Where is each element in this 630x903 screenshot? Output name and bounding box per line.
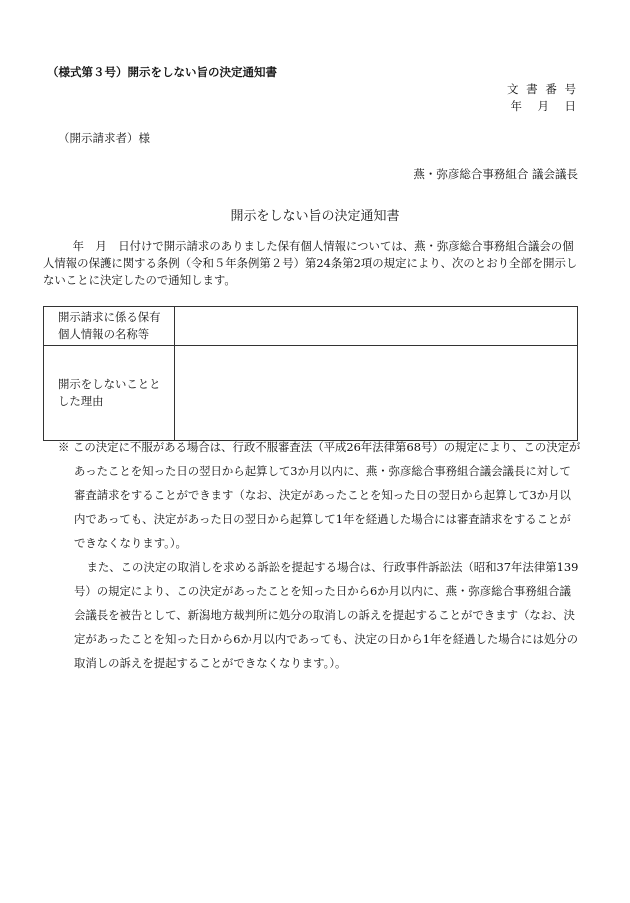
table-row (44, 307, 578, 346)
date-label: 年 月 日 (510, 99, 578, 113)
notes-section (58, 435, 581, 675)
addressee: （開示請求者）様 (58, 131, 150, 145)
row2-value (175, 346, 578, 441)
form-label: （様式第３号）開示をしない旨の決定通知書 (47, 65, 277, 79)
document-title: 開示をしない旨の決定通知書 (230, 209, 400, 224)
row1-value (175, 307, 578, 346)
info-table (43, 306, 578, 441)
note-lawsuit: また、この決定の取消しを求める訴訟を提起する場合は、行政事件訴訟法（昭和37年法律第139号）の規定により、この決定があったことを知った日から6か月以内に、燕・弥彦総合事務組合議会議長を被告として、新潟地方裁判所に処分の取消しの訴えを提起することができます（なお、決定があったことを知った日から6か月以内であっても、決定の日から1年を経過した場合には処分の取消しの訴えを提起することができなくなります。）。 (73, 560, 579, 670)
document-number-label: 文 書 番 号 (507, 82, 578, 96)
body-text: 年 月 日付けで開示請求のありました保有個人情報については、燕・弥彦総合事務組合議会の個人情報の保護に関する条例（令和５年条例第２号）第24条第2項の規定により、次のとおり全部を開示しないことに決定したので通知します。 (43, 239, 578, 287)
issuer: 燕・弥彦総合事務組合 議会議長 (413, 167, 578, 181)
note-appeal: ※ この決定に不服がある場合は、行政不服審査法（平成26年法律第68号）の規定により、この決定があったことを知った日の翌日から起算して3か月以内に、燕・弥彦総合事務組合議会議長に対して審査請求をすることができます（なお、決定があったことを知った日の翌日から起算して3か月以内であっても、決定があった日の翌日から起算して1年を経過した場合には審査請求をすることができなくなります。）。 (58, 440, 581, 550)
row1-label: 開示請求に係る保有個人情報の名称等 (44, 307, 175, 346)
row2-label: 開示をしないこととした理由 (44, 346, 175, 441)
table-row (44, 346, 578, 441)
